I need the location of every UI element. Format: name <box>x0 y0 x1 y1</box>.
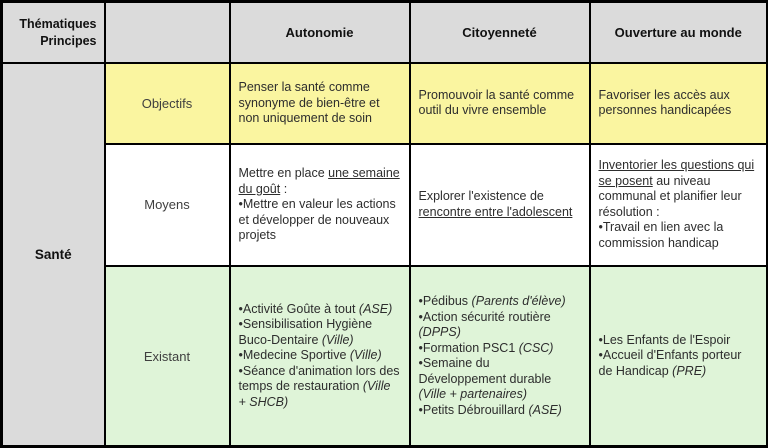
header-blank-cell <box>105 2 230 64</box>
row-label-existant: Existant <box>105 266 230 446</box>
corner-line-thematiques: Thématiques <box>19 17 97 32</box>
corner-cell <box>2 2 105 64</box>
cell-moyens-autonomie: Mettre en place une semaine du goût : •Mettre en valeur les actions et développer de nouveaux projets <box>230 144 410 267</box>
theme-sante-cell: Santé <box>2 63 105 446</box>
header-citoyennete: Citoyenneté <box>410 2 590 64</box>
header-autonomie: Autonomie <box>230 2 410 64</box>
cell-existant-citoyennete: •Pédibus (Parents d'élève) •Action sécurité routière (DPPS) •Formation PSC1 (CSC) •Semaine du Développement durable (Ville + partenaires) •Petits Débrouillard (ASE) <box>410 266 590 446</box>
header-ouverture-au-monde: Ouverture au monde <box>590 2 768 64</box>
cell-existant-ouverture: •Les Enfants de l'Espoir •Accueil d'Enfants porteur de Handicap (PRE) <box>590 266 768 446</box>
cell-objectifs-ouverture: Favoriser les accès aux personnes handicapées <box>590 63 768 143</box>
row-label-objectifs: Objectifs <box>105 63 230 143</box>
row-label-moyens: Moyens <box>105 144 230 267</box>
cell-objectifs-autonomie: Penser la santé comme synonyme de bien-être et non uniquement de soin <box>230 63 410 143</box>
cell-moyens-citoyennete: Explorer l'existence de rencontre entre l'adolescent <box>410 144 590 267</box>
row-objectifs <box>2 63 768 143</box>
row-existant <box>2 266 768 446</box>
row-moyens <box>2 144 768 267</box>
cell-objectifs-citoyennete: Promouvoir la santé comme outil du vivre ensemble <box>410 63 590 143</box>
cell-moyens-ouverture: Inventorier les questions qui se posent au niveau communal et planifier leur résolution : •Travail en lien avec la commission handicap <box>590 144 768 267</box>
header-row <box>2 2 768 64</box>
corner-line-principes: Principes <box>40 33 97 48</box>
cell-existant-autonomie: •Activité Goûte à tout (ASE) •Sensibilisation Hygiène Buco-Dentaire (Ville) •Medecine Sportive (Ville) •Séance d'animation lors des temps de restauration (Ville + SHCB) <box>230 266 410 446</box>
